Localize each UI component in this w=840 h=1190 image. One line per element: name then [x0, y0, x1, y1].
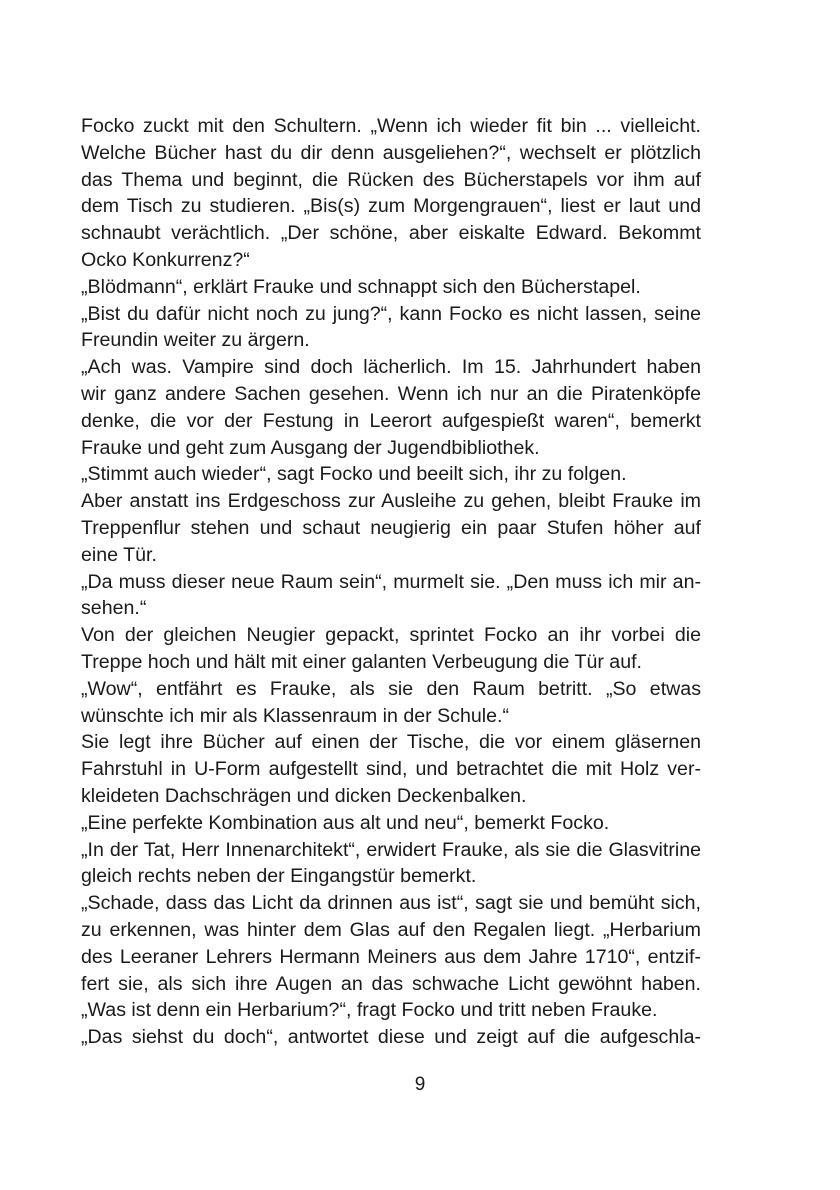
text-line: schnaubt verächtlich. „Der schöne, aber eiskalte Edward. Bekommt	[81, 222, 701, 245]
text-line: gleich rechts neben der Eingangstür bemerkt.	[81, 865, 477, 888]
text-line: kleideten Dachschrägen und dicken Deckenbalken.	[81, 784, 527, 807]
text-line: Freundin weiter zu ärgern.	[81, 329, 310, 352]
text-line: denke, die vor der Festung in Leerort aufgespießt waren“, bemerkt	[81, 409, 701, 432]
text-line: wir ganz andere Sachen gesehen. Wenn ich nur an die Piratenköpfe	[81, 382, 701, 405]
text-line: Sie legt ihre Bücher auf einen der Tische, die vor einem gläsernen	[81, 731, 701, 754]
text-line: eine Tür.	[81, 543, 157, 566]
text-line: „Eine perfekte Kombination aus alt und neu“, bemerkt Focko.	[81, 811, 610, 834]
text-line: des Leeraner Lehrers Hermann Meiners aus dem Jahre 1710“, entzif-	[81, 945, 701, 968]
body-text	[81, 113, 701, 1051]
text-line: „Das siehst du doch“, antwortet diese und zeigt auf die aufgeschla-	[81, 1026, 701, 1049]
text-line: Treppe hoch und hält mit einer galanten Verbeugung die Tür auf.	[81, 650, 642, 673]
text-line: Von der gleichen Neugier gepackt, sprintet Focko an ihr vorbei die	[81, 624, 701, 647]
text-line: Focko zuckt mit den Schultern. „Wenn ich wieder fit bin ... vielleicht.	[81, 115, 701, 137]
text-line: Ocko Konkurrenz?“	[81, 248, 250, 271]
text-line: zu erkennen, was hinter dem Glas auf den Regalen liegt. „Herbarium	[81, 918, 701, 941]
text-line: „Blödmann“, erklärt Frauke und schnappt sich den Bücherstapel.	[81, 275, 641, 298]
text-line: „Ach was. Vampire sind doch lächerlich. Im 15. Jahrhundert haben	[81, 356, 701, 379]
text-line: „Stimmt auch wieder“, sagt Focko und beeilt sich, ihr zu folgen.	[81, 463, 627, 486]
text-line: „Wow“, entfährt es Frauke, als sie den Raum betritt. „So etwas	[81, 677, 701, 700]
text-line: Frauke und geht zum Ausgang der Jugendbibliothek.	[81, 436, 540, 459]
text-line: „Schade, dass das Licht da drinnen aus ist“, sagt sie und bemüht sich,	[81, 892, 701, 915]
text-line: Welche Bücher hast du dir denn ausgeliehen?“, wechselt er plötzlich	[81, 141, 701, 164]
text-line: wünschte ich mir als Klassenraum in der Schule.“	[81, 704, 509, 727]
text-line: Treppenflur stehen und schaut neugierig ein paar Stufen höher auf	[81, 516, 701, 539]
text-line: das Thema und beginnt, die Rücken des Bücherstapels vor ihm auf	[81, 168, 701, 191]
text-line: „Was ist denn ein Herbarium?“, fragt Focko und tritt neben Frauke.	[81, 999, 658, 1022]
text-line: Aber anstatt ins Erdgeschoss zur Ausleihe zu gehen, bleibt Frauke im	[81, 490, 701, 513]
text-line: sehen.“	[81, 597, 147, 620]
text-line: Fahrstuhl in U-Form aufgestellt sind, und betrachtet die mit Holz ver-	[81, 758, 701, 781]
text-line: „Da muss dieser neue Raum sein“, murmelt sie. „Den muss ich mir an-	[81, 570, 701, 593]
text-line: fert sie, als sich ihre Augen an das schwache Licht gewöhnt haben.	[81, 972, 701, 995]
page-number: 9	[414, 1074, 426, 1095]
text-line: „In der Tat, Herr Innenarchitekt“, erwidert Frauke, als sie die Glasvitrine	[81, 838, 701, 861]
text-line: „Bist du dafür nicht noch zu jung?“, kann Focko es nicht lassen, seine	[81, 302, 701, 325]
text-line: dem Tisch zu studieren. „Bis(s) zum Morgengrauen“, liest er laut und	[81, 195, 701, 218]
